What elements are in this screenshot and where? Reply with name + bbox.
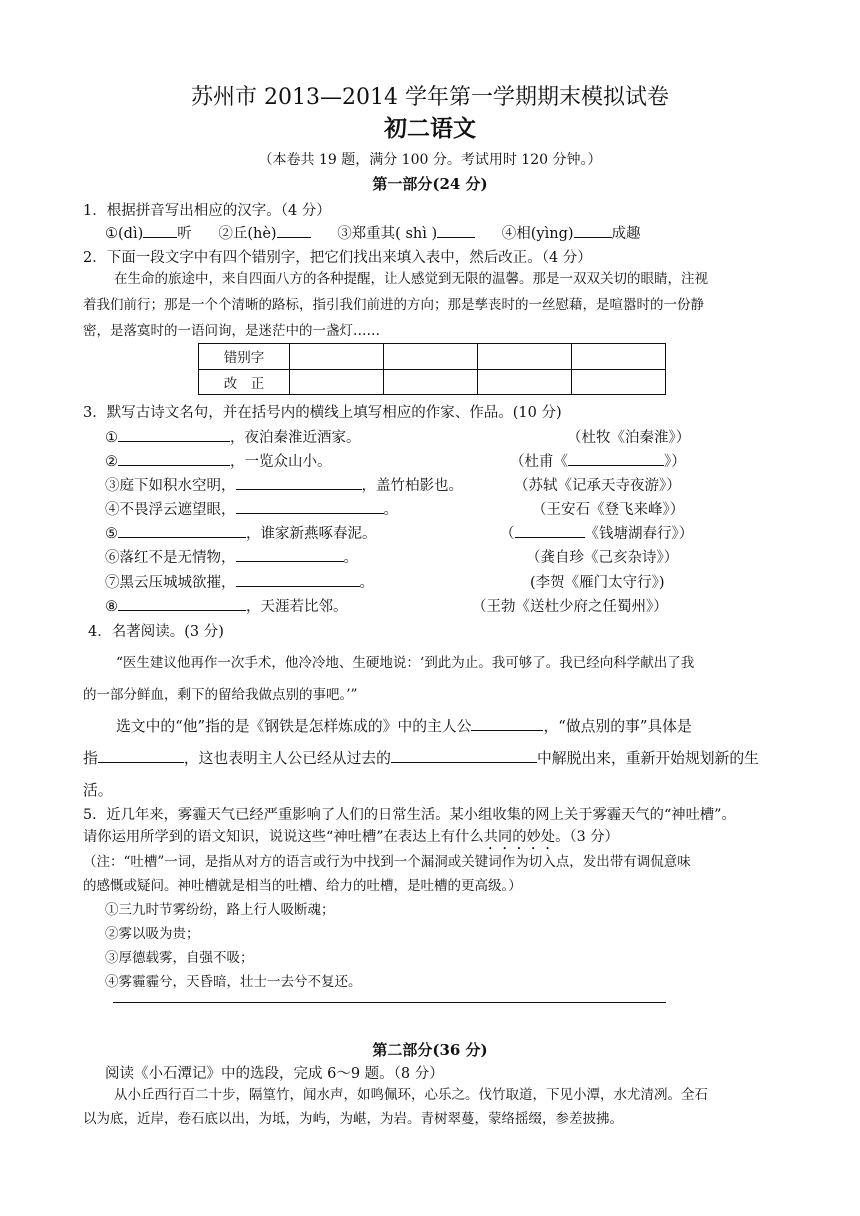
part-two-text-line-2: 以为底，近岸，卷石底以出，为坻，为屿，为嵁，为岩。青树翠蔓，蒙络摇缀，参差披拂。 bbox=[83, 1111, 623, 1127]
q1-blank-1[interactable] bbox=[143, 223, 177, 238]
q4-ask-line-1 bbox=[116, 715, 692, 736]
q3-blank-4[interactable] bbox=[236, 499, 384, 514]
q3-blank-7[interactable] bbox=[236, 572, 360, 587]
q3-line-5-post: ，谁家新燕啄春泥。 bbox=[246, 526, 377, 542]
q5-note-line-1: （注：“吐槽”一词，是指从对方的语言或行为中找到一个漏洞或关键词作为切入点，发出带有调侃意味 bbox=[83, 854, 691, 870]
q3-line-3-pre: ③庭下如积水空明， bbox=[105, 478, 236, 494]
q5-note-line-2: 的感慨或疑问。神吐槽就是相当的吐槽、给力的吐槽，是吐槽的更高级。） bbox=[83, 878, 522, 894]
q5-prompt-line-1: 5．近几年来，雾霾天气已经严重影响了人们的日常生活。某小组收集的网上关于雾霾天气的“神吐槽”。 bbox=[83, 807, 736, 823]
answer-line[interactable] bbox=[113, 1002, 666, 1003]
q4-blank-1[interactable] bbox=[471, 716, 543, 731]
exam-note: （本卷共 19 题，满分 100 分。考试用时 120 分钟。） bbox=[258, 152, 602, 168]
q3-source-1: （杜牧《泊秦淮》） bbox=[567, 430, 691, 446]
q3-line-4-pre: ④不畏浮云遮望眼， bbox=[105, 502, 236, 518]
q3-line-5-pre: ⑤ bbox=[105, 526, 118, 542]
q3-line-3 bbox=[105, 474, 463, 495]
q3-source-3: （苏轼《记承天寺夜游》） bbox=[514, 478, 681, 494]
q5-item-4: ④雾霾霾兮，天昏暗，壮士一去兮不复还。 bbox=[105, 974, 362, 990]
question-1-items bbox=[105, 222, 641, 243]
q3-source-8: （王勃《送杜少府之任蜀州》） bbox=[472, 599, 668, 615]
q1-blank-4[interactable] bbox=[574, 223, 612, 238]
q4-ask-line-2 bbox=[83, 747, 759, 768]
table-row-label: 改 正 bbox=[199, 369, 290, 395]
q3-source-6: （龚自珍《己亥杂诗》） bbox=[526, 550, 679, 566]
q3-line-7 bbox=[105, 571, 374, 592]
q4-ask-1a: 选文中的“他”指的是《钢铁是怎样炼成的》中的主人公 bbox=[116, 718, 472, 735]
question-1-prompt: 1．根据拼音写出相应的汉字。（4 分） bbox=[83, 203, 331, 219]
q4-ask-1b: ，“做点别的事”具体是 bbox=[543, 718, 692, 735]
q3-line-7-post: 。 bbox=[359, 575, 374, 591]
q1-item-2: ②丘(hè) bbox=[218, 226, 277, 242]
q5-prompt-2c: 。（3 分） bbox=[555, 829, 619, 845]
q3-source-2-pre: （杜甫《 bbox=[510, 454, 568, 470]
q3-source-5-pre: （ bbox=[500, 526, 515, 542]
q2-passage-line-1: 在生命的旅途中，来自四面八方的各种提醒，让人感觉到无限的温馨。那是一双双关切的眼睛，注视 bbox=[114, 271, 708, 287]
q4-ask-line-3: 活。 bbox=[83, 782, 113, 799]
question-2-prompt: 2．下面一段文字中有四个错别字，把它们找出来填入表中，然后改正。（4 分） bbox=[83, 250, 592, 266]
q3-blank-1[interactable] bbox=[118, 427, 230, 442]
table-cell[interactable] bbox=[572, 369, 666, 395]
q3-line-1-pre: ① bbox=[105, 430, 118, 446]
q2-passage-line-2: 着我们前行；那是一个个清晰的路标，指引我们前进的方向；那是孳丧时的一丝慰藉，是喧嚣时的一份静 bbox=[83, 297, 704, 313]
q3-line-2 bbox=[105, 450, 332, 471]
q3-blank-2[interactable] bbox=[118, 451, 230, 466]
q3-line-2-post: ，一览众山小。 bbox=[230, 454, 332, 470]
q3-source-2-post: 》） bbox=[664, 454, 686, 470]
table-cell[interactable] bbox=[290, 344, 384, 370]
q3-line-5 bbox=[105, 522, 377, 543]
question-4-prompt: 4．名著阅读。(3 分) bbox=[88, 624, 224, 640]
table-cell[interactable] bbox=[478, 369, 572, 395]
part-one-heading: 第一部分(24 分) bbox=[372, 175, 488, 193]
q4-quote-line-2: 的一部分鲜血，剩下的留给我做点别的事吧。’” bbox=[83, 687, 358, 703]
table-cell[interactable] bbox=[290, 369, 384, 395]
table-row bbox=[199, 344, 666, 370]
q3-line-1-post: ，夜泊秦淮近酒家。 bbox=[230, 430, 361, 446]
q5-prompt-2a: 请你运用所学到的语文知识，说说这些“神吐槽”在表达上有什么 bbox=[83, 829, 484, 845]
q4-ask-2b: ，这也表明主人公已经从过去的 bbox=[183, 750, 391, 767]
q3-source-4: （王安石《登飞来峰》） bbox=[532, 502, 685, 518]
table-cell[interactable] bbox=[478, 344, 572, 370]
q3-line-6 bbox=[105, 546, 358, 567]
q3-blank-5[interactable] bbox=[118, 523, 246, 538]
q5-item-2: ②雾以吸为贵； bbox=[105, 926, 200, 942]
q3-line-3-post: ，盖竹柏影也。 bbox=[361, 478, 463, 494]
part-two-text-line-1: 从小丘西行百二十步，隔篁竹，闻水声，如鸣佩环，心乐之。伐竹取道，下见小潭，水尤清冽。全石 bbox=[114, 1087, 708, 1103]
q4-blank-2[interactable] bbox=[98, 748, 184, 763]
q5-item-1: ①三九时节雾纷纷，路上行人吸断魂； bbox=[105, 902, 335, 918]
q3-line-4 bbox=[105, 498, 398, 519]
q1-blank-3[interactable] bbox=[437, 223, 475, 238]
q3-line-7-pre: ⑦黑云压城城欲摧， bbox=[105, 575, 236, 591]
q1-blank-2[interactable] bbox=[277, 223, 311, 238]
q3-line-4-post: 。 bbox=[383, 502, 398, 518]
q3-line-2-pre: ② bbox=[105, 454, 118, 470]
q3-source-blank-2[interactable] bbox=[568, 451, 664, 466]
q3-source-2 bbox=[510, 450, 686, 471]
q1-item-1-tail: 听 bbox=[177, 226, 192, 242]
q3-line-8 bbox=[105, 595, 348, 616]
q3-source-blank-5[interactable] bbox=[515, 523, 585, 538]
q5-emphasis-text: 共同的妙处 bbox=[483, 829, 556, 845]
q1-item-1: ①(dì) bbox=[105, 226, 144, 242]
q3-source-7: (李贺《雁门太守行》) bbox=[530, 575, 665, 591]
q5-item-3: ③厚德载雾，自强不吸； bbox=[105, 950, 254, 966]
table-cell[interactable] bbox=[384, 344, 478, 370]
q3-line-6-post: 。 bbox=[343, 550, 358, 566]
q3-blank-6[interactable] bbox=[236, 547, 344, 562]
q3-blank-8[interactable] bbox=[118, 596, 246, 611]
q3-source-5 bbox=[500, 522, 693, 543]
q3-line-8-post: ，天涯若比邻。 bbox=[246, 599, 348, 615]
q1-item-4: ④相(yìng) bbox=[501, 226, 574, 242]
q4-quote-line-1: “医生建议他再作一次手术，他冷冷地、生硬地说：‘到此为止。我可够了。我已经向科学献出了我 bbox=[116, 655, 695, 671]
q4-ask-2c: 中解脱出来，重新开始规划新的生 bbox=[536, 750, 759, 767]
exam-subtitle: 初二语文 bbox=[384, 115, 476, 142]
q1-item-3: ③郑重其( shì ) bbox=[337, 226, 438, 242]
q3-line-8-pre: ⑧ bbox=[105, 599, 118, 615]
q3-source-5-post: 《钱塘湖春行》） bbox=[584, 526, 694, 542]
q2-passage-line-3: 密，是落寞时的一语问询，是迷茫中的一盏灯…… bbox=[83, 323, 380, 339]
part-two-heading: 第二部分(36 分) bbox=[372, 1041, 488, 1059]
table-cell[interactable] bbox=[384, 369, 478, 395]
q3-line-6-pre: ⑥落红不是无情物， bbox=[105, 550, 236, 566]
part-two-intro: 阅读《小石潭记》中的选段，完成 6～9 题。（8 分） bbox=[105, 1066, 444, 1082]
q4-blank-3[interactable] bbox=[391, 748, 537, 763]
q2-answer-table bbox=[198, 343, 666, 395]
table-row bbox=[199, 369, 666, 395]
q3-line-1 bbox=[105, 426, 361, 447]
q3-blank-3[interactable] bbox=[236, 475, 362, 490]
question-3-prompt: 3．默写古诗文名句，并在括号内的横线上填写相应的作家、作品。(10 分) bbox=[83, 405, 562, 421]
table-cell[interactable] bbox=[572, 344, 666, 370]
q4-ask-2a: 指 bbox=[83, 750, 98, 767]
q1-item-4-tail: 成趣 bbox=[611, 226, 641, 242]
exam-title: 苏州市 2013—2014 学年第一学期期末模拟试卷 bbox=[191, 85, 669, 110]
table-row-label: 错别字 bbox=[199, 344, 290, 370]
